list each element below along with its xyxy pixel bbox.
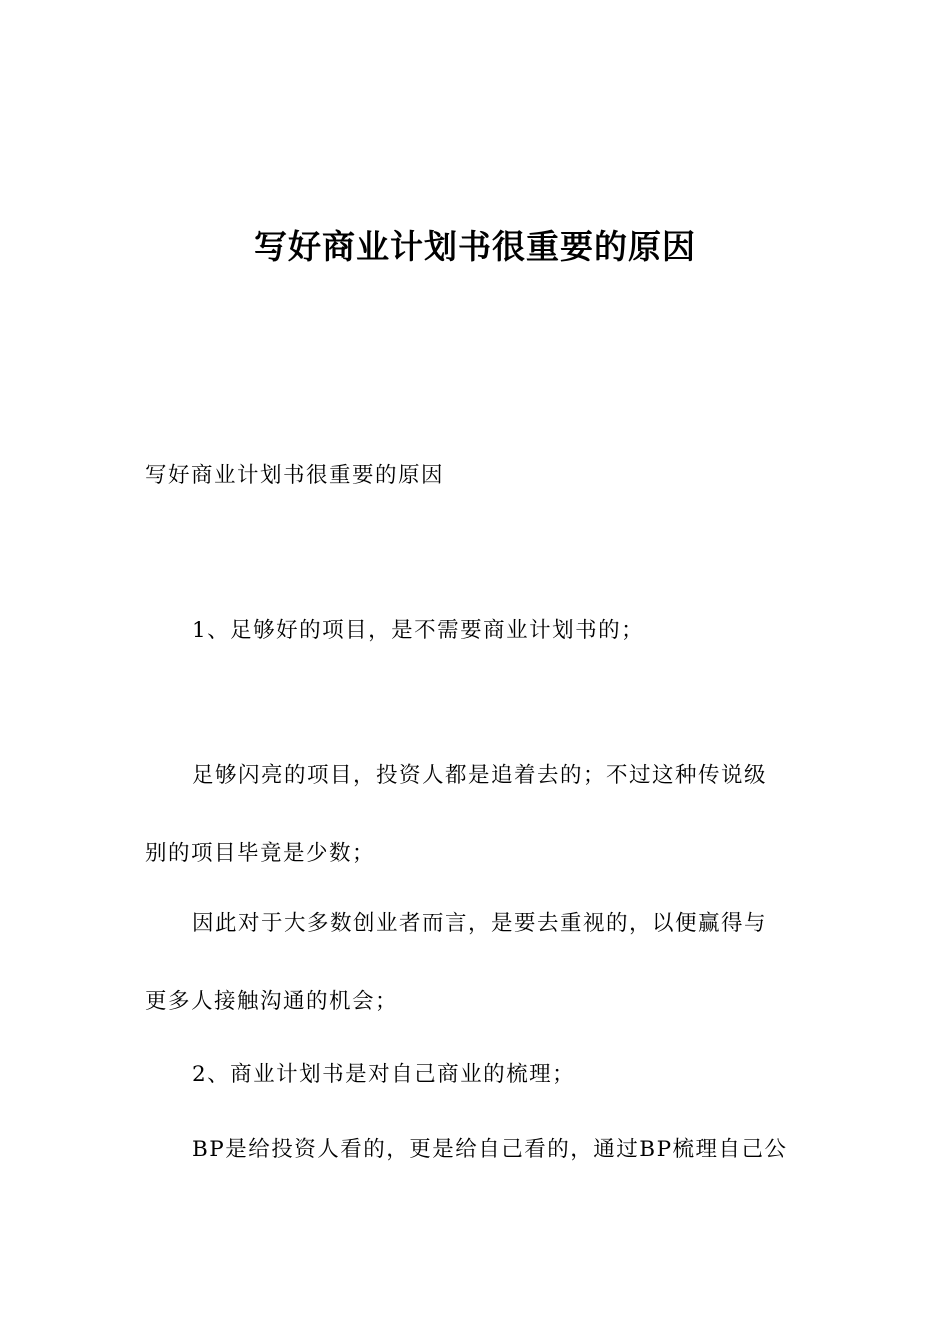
paragraph-2 [145, 737, 809, 893]
paragraph-3 [145, 885, 809, 1041]
paragraph-line: 1、足够好的项目，是不需要商业计划书的； [192, 618, 645, 643]
paragraph-line: 因此对于大多数创业者而言，是要去重视的，以便赢得与 [192, 911, 768, 936]
paragraph-line: 更多人接触沟通的机会； [145, 989, 399, 1014]
paragraph-line: 足够闪亮的项目，投资人都是追着去的；不过这种传说级 [192, 763, 768, 788]
document-title: 写好商业计划书很重要的原因 [254, 227, 696, 266]
paragraph-5 [145, 1111, 809, 1189]
paragraph-line: BP是给投资人看的，更是给自己看的，通过BP梳理自己公 [192, 1137, 788, 1162]
paragraph-line: 2、商业计划书是对自己商业的梳理； [192, 1062, 576, 1087]
paragraph-4 [145, 1036, 809, 1114]
document-subtitle [145, 437, 809, 515]
subtitle-text: 写好商业计划书很重要的原因 [145, 463, 445, 488]
paragraph-line: 别的项目毕竟是少数； [145, 841, 376, 866]
paragraph-1 [145, 592, 809, 670]
